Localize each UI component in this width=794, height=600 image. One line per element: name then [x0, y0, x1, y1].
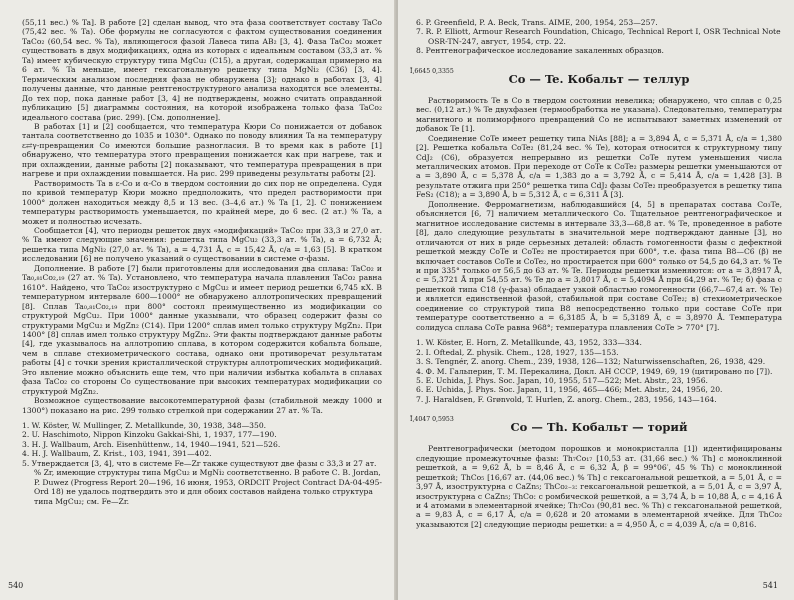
reference-item: 2. U. Haschimoto, Nippon Kinzoku Gakkai-Shi, 1, 1937, 177—190. [22, 430, 277, 440]
paragraph: Сообщается [4], что периоды решеток двух «модификаций» TaCo₂ при 33,3 и 27,0 ат. % Ta имеют следующие значения: решетка типа MgCu₂ (33,3 ат. % Ta), a = 6,732 Å; решетка типа MgNi₂ (27,0 ат. % Ta), a = 4,731 Å, c = 15,42 Å, c/a = 1,63 [5]. В кратком исследовании [6] не получено указаний о существовании в системе σ-фазы. [22, 225, 382, 264]
page-number: 540 [8, 581, 24, 590]
co-te-references [416, 338, 782, 404]
reference-item: 1. W. Köster, W. Mullinger, Z. Metallkunde, 30, 1938, 348—350. [22, 421, 267, 431]
reference-item: 4. Ф. М. Гальперин, Т. М. Перекалина, Докл. АН СССР, 1949, 69, 19 (цитировано по [7]). [416, 366, 773, 376]
right-page [398, 0, 794, 600]
left-page [0, 0, 396, 600]
reference-item: 4. H. J. Wallbaum, Z. Krist., 103, 1941, 391—402. [22, 449, 212, 459]
reference-item: 3. S. Tengnér, Z. anorg. Chem., 239, 1938, 126—132; Naturwissenschaften, 26, 1938, 429. [416, 357, 766, 367]
paragraph: Растворимость Ta в ε-Co и α-Co в твердом состоянии до сих пор не определена. Судя по кривой температур Кюри можно предположить, что предел растворимости при 1000° должен находиться между 8,5 и 13 вес. (3–4,6 ат.) % Ta [1, 2]. С понижением температуры растворимость уменьшается, по крайней мере, до 6 вес. (2 ат.) % Ta, а может и полностью исчезать. [22, 178, 382, 226]
reference-item: 6. P. Greenfield, P. A. Beck, Trans. AIME, 200, 1954, 253—257. [416, 18, 658, 27]
paragraph: Рентгенографически (методом порошков и монокристалла [1]) идентифицированы следующие промежуточные фазы: Th₇Co₁₇ [10,53 ат. (31,66 вес.) % Th] с моноклинной решеткой, a = 9,62 Å, b = 8,46 Å, c = 6,32 Å, β = 99°06′, 45 % Th) с моноклинной решеткой; ThCo₅ [16,67 ат. (44,06 вес.) % Th] с гексагональной решеткой, a = 5,01 Å, c = 3,97 Å, изоструктурна с CaZn₅; ThCo₂₋₃: гексагональной решеткой, a = 5,01 Å, c = 3,97 Å, изоструктурна с CaZn₅; ThCo: с ромбической решеткой, a = 3,74 Å, b = 10,88 Å, c = 4,16 Å и 4 атомами в элементарной ячейке; Th₇Co₃ (90,81 вес. % Th) с гексагональной решеткой, a = 9,83 Å, c = 6,17 Å, c/a = 0,628 и 20 атомами в элементарной ячейке. Для ThCo₂ указываются [2] следующие периоды решетки: a = 4,950 Å, c = 4,039 Å, c/a = 0,816. [416, 444, 782, 529]
section-code: Ī,6645 0,3355 [410, 67, 454, 75]
page-number: 541 [762, 581, 778, 590]
paragraph: Возможное существование высокотемпературной фазы (стабильной между 1000 и 1300°) показано на рис. 299 только стрелкой при содержании 27 ат. % Ta. [22, 396, 382, 415]
reference-item: 7. R. P. Elliott, Armour Research Foundation, Chicago, Technical Report I, OSR Technical Note OSR-TN-247, август, 1954, стр. 22. [416, 27, 781, 46]
reference-item: 1. W. Köster, E. Horn, Z. Metallkunde, 43, 1952, 333—334. [416, 338, 642, 348]
reference-item: 5. Утверждается [3, 4], что в системе Fe—Zr также существуют две фазы с 33,3 и 27 ат. % Zr, имеющие структуры типа MgCu₂ и MgNi₂ соответственно. В работе С. B. Jordan, P. Duwez (Progress Report 20—196, 16 июня, 1953, ORDCIT Project Contract DA-04-495-Ord 18) не удалось подтвердить это и для обоих составов найдена только структура типа MgCu₂; см. Fe—Zr. [22, 458, 382, 506]
section-title: Co — Te. Кобальт — теллур [508, 71, 690, 86]
reference-item: 2. I. Oftedal, Z. physik. Chem., 128, 1927, 135—153. [416, 347, 619, 357]
left-references [22, 421, 382, 506]
reference-item: 6. E. Uchida, J. Phys. Soc. Japan, 11, 1956, 465—466; Met. Abstr., 24, 1956, 20. [416, 385, 723, 395]
reference-item: 8. Рентгенографическое исследование закаленных образцов. [416, 46, 664, 56]
paragraph: Дополнение. В работе [7] были приготовлены для исследования два сплава: TaCo₂ и Ta₀,₈₁Co₂,₁₉ (27 ат. % Ta). Установлено, что температура начала плавления TaCo₂ равна 1610°. Найдено, что TaCo₂ изоструктурно с MgCu₂ и имеет период решетки 6,745 кX. В температурном интервале 600—1000° не обнаружено аллотропических превращений [8]. Сплав Ta₀,₈₁Co₂,₁₉ при 800° состоял преимущественно из модификации со структурой MgCu₂. При 1000° данные указывали, что образец содержит фазы со структурами MgCu₂ и MgZn₂ (C14). При 1200° сплав имел только структуру MgZn₂. При 1400° [8] сплав имел только структуру MgZn₂. Эти факты подтверждают данные работы [4], где указывалось на аллотропию сплава, в котором содержится кобальта больше, чем в сплаве стехиометрического состава, однако они противоречат результатам работы [4] с точки зрения кристаллической структуры аллотропических модификаций. Это явление можно объяснить еще тем, что при наличии избытка кобальта в сплавах фаза TaCo₂ со стороны Co существование при высоких температурах модификации со структурой MgZn₂. [22, 263, 382, 396]
section-code: Ī,4047 0,5953 [410, 416, 454, 424]
reference-item: 5. E. Uchida, J. Phys. Soc. Japan, 10, 1955, 517—522; Met. Abstr., 23, 1956. [416, 375, 708, 385]
left-page-body [22, 18, 382, 415]
reference-item: 7. J. Haraldsen, F. Grønvold, T. Hurlen, Z. anorg. Chem., 283, 1956, 143—164. [416, 394, 717, 404]
paragraph: (55,11 вес.) % Ta]. В работе [2] сделан вывод, что эта фаза соответствует составу TaCo (75,42 вес. % Ta). Обе формулы не согласуются с фактом существования соединения TaCo₂ (60,54 вес. % Ta), являющегося фазой Лавеса типа AB₂ [3, 4]. Фаза TaCo₂ может существовать в двух модификациях, одна из которых с идеальным составом (33,3 ат. % Ta) имеет кубическую структуру типа MgCu₂ (C15), а другая, содержащая примерно на 6 ат. % Ta меньше, имеет гексагональную решетку типа MgNi₂ (C36) [3, 4]. Термическим анализом последняя фаза не обнаружена [3]; однако в работах [3, 4] получены данные, что данные рентгеноструктурного анализа находятся все элементы. До тех пор, пока данные работ [3, 4] не подтверждены, можно считать оправданной публикацию [5] диаграммы состояния, на которой изображена только фаза TaCo₂ идеального состава (рис. 299). [См. дополнение]. [22, 18, 382, 122]
continued-references [416, 18, 782, 56]
paragraph: Соединение CoTe имеет решетку типа NiAs [88]; a = 3,894 Å, c = 5,371 Å, c/a = 1,380 [2]. Решетка кобальта CoTe₂ (81,24 вес. % Te), которая относится к структурному типу CdJ₂ (C6), образуется непрерывно из решетки CoTe путем уменьшения числа металлических атомов. При переходе от CoTe к CoTe₂ размеры решетки уменьшаются от a = 3,890 Å, c = 5,378 Å, c/a = 1,383 до a = 3,792 Å, c = 5,414 Å, c/a = 1,428 [3]. В результате отжига при 250° решетка типа CdJ₂ фазы CoTe₂ преобразуется в решетку типа FeS₂ (C18); a = 3,890 Å, b = 5,312 Å, c = 6,311 Å [3]. [416, 133, 782, 200]
paragraph: Дополнение. Ферромагнетизм, наблюдавшийся [4, 5] в препаратах состава Co₃Te, объясняется [6, 7] наличием металлического Co. Тщательное рентгенографическое и магнитное исследование системы в интервале 33,3—68,8 ат. % Te, проведенное в работе [8], дало следующие результаты в значительной мере подтверждают данные [3], но отличаются от них в ряде серьезных деталей: область гомогенности фазы с дефектной решеткой между CoTe и CoTe₂ не простирается при 600°, т.е. фаза типа B8—C6 (β) не включает составов CoTe и CoTe₂, но простирается при 600° только от 54,5 до 64,3 ат. % Te и при 335° только от 56,5 до 63 ат. % Te. Периоды решетки изменяются: от a = 3,8917 Å, c = 5,3721 Å при 54,55 ат. % Te до a = 3,8017 Å, c = 5,4094 Å при 64,29 ат. % Te; б) фаза с решеткой типа C18 (γ-фаза) обладает узкой областью гомогенности (66,7—67,4 ат. % Te) и является единственной фазой, стабильной при составе CoTe₂; в) стехиометрическое соединение со структурой типа B8 непосредственно только при составе CoTe при температуре соответственно a = 6,3185 Å, b = 5,3189 Å, c = 3,8970 Å. Температура солидуса сплава CoTe равна 968°; температура плавления CoTe > 770° [7]. [416, 199, 782, 332]
reference-item: 3. H. J. Wallbaum, Arch. Eisenhüttenw., 14, 1940—1941, 521—526. [22, 439, 281, 449]
section-heading-co-th [410, 416, 782, 436]
paragraph: В работах [1] и [2] сообщается, что температура Кюри Co понижается от добавок тантала соответственно до 1035 и 1030°. Однако по поводу влияния Ta на температуру ε⇄γ-превращения Co имеются большие разногласия. В то время как в работе [1] обнаружено, что температура этого превращения понижается как при нагреве, так и при охлаждении, данные работы [2] показывают, что температура превращения в при нагреве и при охлаждении повышается. На рис. 299 приведены результаты работы [2]. [22, 121, 382, 179]
section-title: Co — Th. Кобальт — торий [510, 420, 688, 435]
paragraph: Растворимость Te в Co в твердом состоянии невелика; обнаружено, что сплав с 0,25 вес. (0,12 ат.) % Te двухфазен (термообработка не указана). Следовательно, температуры магнитного и полиморфного превращений Co не испытывают заметных изменений от добавок Te [1]. [416, 95, 782, 134]
section-heading-co-te [410, 67, 782, 88]
